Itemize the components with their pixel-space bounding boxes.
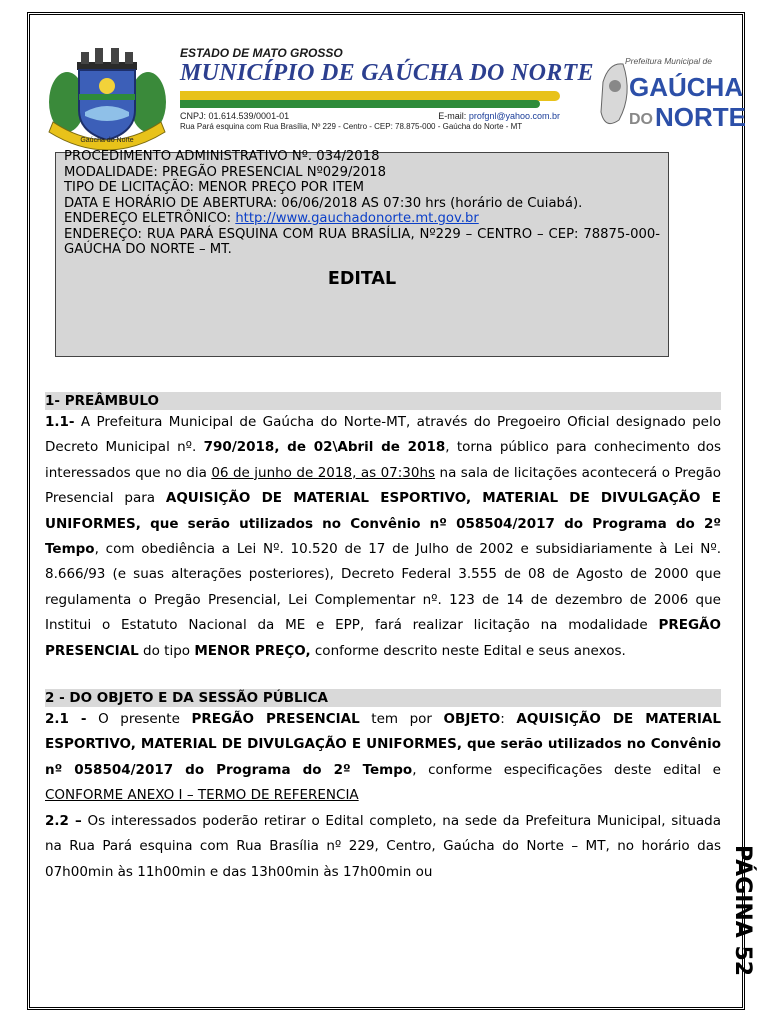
procedure-line: PROCEDIMENTO ADMINISTRATIVO Nº. 034/2018 — [64, 149, 380, 164]
section-2-heading: 2 - DO OBJETO E DA SESSÃO PÚBLICA — [45, 689, 721, 707]
address-line: ENDEREÇO: RUA PARÁ ESQUINA COM RUA BRASÍLIA, Nº229 – CENTRO – CEP: 78875-000-GAÚCHA DO NORTE – MT. — [64, 226, 660, 257]
website-link[interactable]: http://www.gauchadonorte.mt.gov.br — [235, 211, 479, 226]
bid-type-line: TIPO DE LICITAÇÃO: MENOR PREÇO POR ITEM — [64, 180, 364, 195]
prefeitura-logo-icon — [593, 52, 746, 146]
letterhead — [45, 38, 746, 154]
page-number-text: PÁGINA 52 — [730, 845, 755, 977]
page-number-stamp — [723, 845, 763, 975]
logo-subtitle: Prefeitura Municipal de — [625, 56, 712, 66]
paragraph-1-1: 1.1- A Prefeitura Municipal de Gaúcha do Norte-MT, através do Pregoeiro Oficial designado pelo Decreto Municipal nº. 790/2018, de 02\Abril de 2018, torna público para conhecimento dos interessados que no dia 06 de junho de 2018, as 07:30hs na sala de licitações acontecerá o Pregão Presencial para AQUISIÇÃO DE MATERIAL ESPORTIVO, MATERIAL DE DIVULGAÇÃO E UNIFORMES, que serão utilizados no Convênio nº 058504/2017 do Programa do 2º Tempo, com obediência a Lei Nº. 10.520 de 17 de Julho de 2002 e subsidiariamente à Lei Nº. 8.666/93 (e suas alterações posteriores), Decreto Federal 3.555 de 08 de Agosto de 2000 que regulamenta o Pregão Presencial, Lei Complementar nº. 123 de 14 de dezembro de 2006 que Institui o Estatuto Nacional da ME e EPP, fará realizar licitação na modalidade PREGÃO PRESENCIAL do tipo MENOR PREÇO, conforme descrito neste Edital e seus anexos. — [45, 414, 722, 659]
section-1-heading: 1- PREÂMBULO — [45, 392, 721, 410]
logo-do: DO — [629, 111, 653, 128]
municipality-name: MUNICÍPIO DE GAÚCHA DO NORTE — [180, 60, 594, 86]
electronic-address-label: ENDEREÇO ELETRÔNICO: — [64, 211, 236, 226]
paragraph-2-2: 2.2 – Os interessados poderão retirar o Edital completo, na sede da Prefeitura Municipal, situada na Rua Pará esquina com Rua Brasília nº 229, Centro, Gaúcha do Norte – MT, no horário das 07h00min às 11h00min e das 13h00min às 17h00min ou — [45, 812, 722, 880]
paragraph-2-1: 2.1 - O presente PREGÃO PRESENCIAL tem por OBJETO: AQUISIÇÃO DE MATERIAL ESPORTIVO, MATERIAL DE DIVULGAÇÃO E UNIFORMES, que serão utilizados no Convênio nº 058504/2017 do Programa do 2º Tempo, conforme especificações deste edital e CONFORME ANEXO I – TERMO DE REFERENCIA — [45, 711, 721, 804]
state-name: ESTADO DE MATO GROSSO — [180, 46, 343, 60]
header-address: Rua Pará esquina com Rua Brasília, Nº 229 - Centro - CEP: 78.875-000 - Gaúcha do Norte - MT — [180, 122, 523, 131]
document-body — [45, 392, 721, 885]
email-label: E-mail: — [438, 111, 469, 121]
email-link[interactable]: profgnl@yahoo.com.br — [468, 111, 560, 121]
municipal-crest-icon — [45, 42, 170, 148]
logo-gaucha: GAÚCHA — [629, 72, 744, 102]
modality-line: MODALIDADE: PREGÃO PRESENCIAL Nº029/2018 — [64, 164, 386, 180]
electronic-address-line — [64, 211, 660, 227]
edital-title: EDITAL — [327, 268, 397, 289]
opening-date-line: DATA E HORÁRIO DE ABERTURA: 06/06/2018 AS 07:30 hrs (horário de Cuiabá). — [64, 195, 583, 211]
crest-ribbon-text: Gaúcha do Norte — [80, 137, 134, 144]
cnpj-text: CNPJ: 01.614.539/0001-01 — [180, 111, 290, 121]
header-color-bars — [180, 91, 560, 109]
edital-summary-box — [55, 149, 669, 357]
logo-norte: NORTE — [655, 102, 746, 132]
green-bar — [180, 100, 540, 108]
